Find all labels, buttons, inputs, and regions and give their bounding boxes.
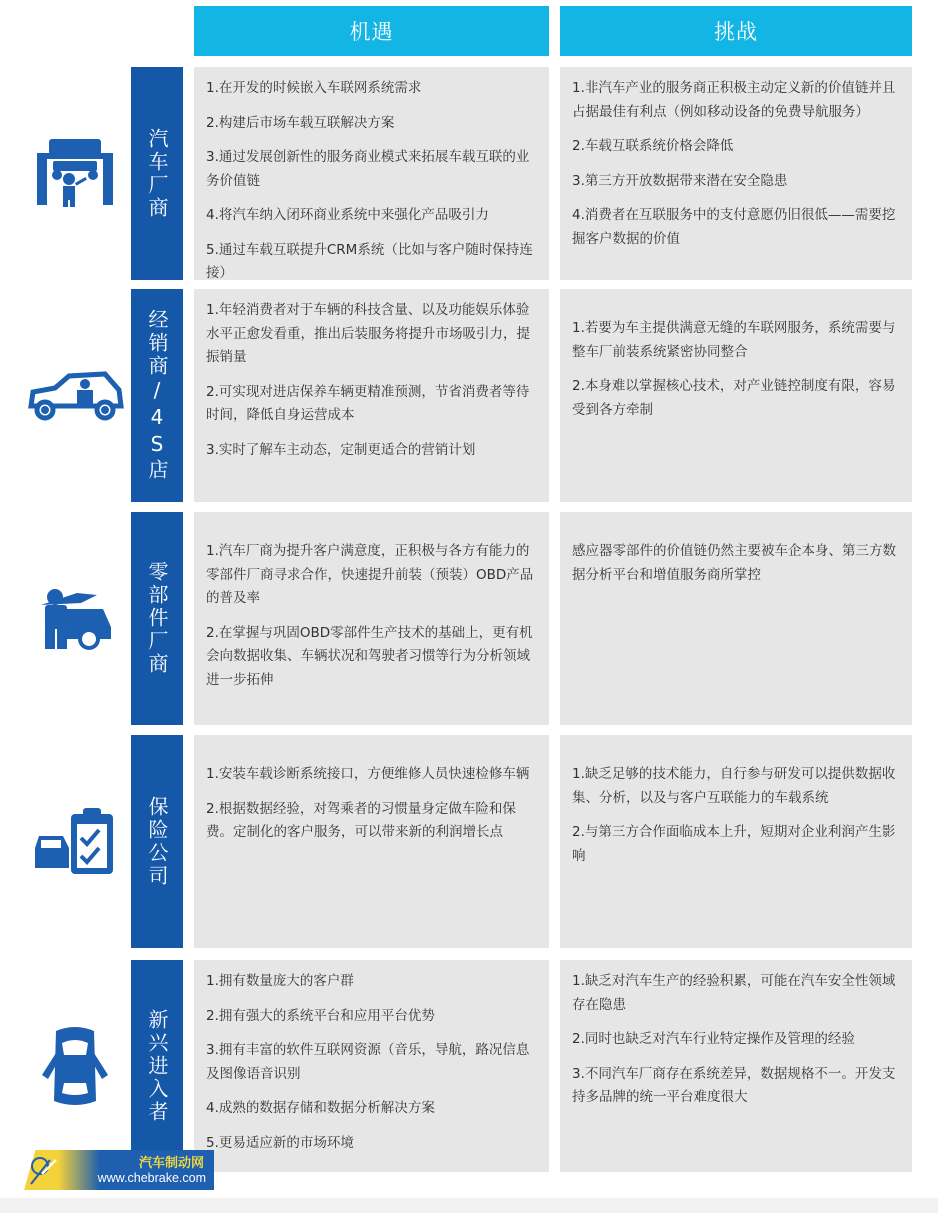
row-label-text: 新兴进入者 — [145, 1008, 169, 1124]
challenge-item: 2.同时也缺乏对汽车行业特定操作及管理的经验 — [572, 1031, 855, 1047]
opportunity-item: 3.拥有丰富的软件互联网资源（音乐，导航，路况信息及图像语音识别 — [206, 1042, 530, 1082]
opportunity-item: 2.构建后市场车载互联解决方案 — [206, 114, 395, 131]
car-driver-icon — [22, 289, 128, 502]
opportunity-item: 5.通过车载互联提升CRM系统（比如与客户随时保持连接） — [206, 241, 533, 281]
challenge-item: 3.不同汽车厂商存在系统差异，数据规格不一。开发支持多品牌的统一平台难度很大 — [572, 1065, 896, 1105]
row-label-text: 经销商/4S店 — [145, 309, 169, 482]
opportunity-item: 2.根据数据经验，对驾乘者的习惯量身定做车险和保费。定制化的客户服务，可以带来新的利润增长点 — [206, 800, 516, 840]
challenge-item: 2.车载互联系统价格会降低 — [572, 138, 734, 154]
challenge-item: 感应器零部件的价值链仍然主要被车企本身、第三方数据分析平台和增值服务商所掌控 — [572, 543, 896, 583]
challenge-item: 1.若要为车主提供满意无缝的车联网服务，系统需要与整车厂前装系统紧密协同整合 — [572, 320, 896, 360]
opportunity-cell — [194, 289, 549, 502]
opportunity-item: 4.成熟的数据存储和数据分析解决方案 — [206, 1100, 435, 1116]
bottom-band — [0, 1198, 938, 1213]
challenge-cell — [560, 512, 912, 725]
row-label — [131, 960, 183, 1172]
opportunity-item: 1.汽车厂商为提升客户满意度，正积极与各方有能力的零部件厂商寻求合作，快速提升前装（预装）OBD产品的普及率 — [206, 543, 534, 606]
opportunity-cell — [194, 960, 549, 1172]
opportunity-header: 机遇 — [194, 6, 549, 56]
row-label — [131, 512, 183, 725]
opportunity-item: 5.更易适应新的市场环境 — [206, 1134, 354, 1151]
row-label — [131, 735, 183, 948]
challenge-item: 2.与第三方合作面临成本上升，短期对企业利润产生影响 — [572, 824, 896, 864]
opportunity-item: 2.可实现对进店保养车辆更精准预测，节省消费者等待时间，降低自身运营成本 — [206, 383, 530, 423]
opportunity-item: 3.通过发展创新性的服务商业模式来拓展车载互联的业务价值链 — [206, 149, 530, 189]
opportunity-item: 3.实时了解车主动态，定制更适合的营销计划 — [206, 441, 476, 458]
challenge-item: 3.第三方开放数据带来潜在安全隐患 — [572, 172, 788, 189]
challenge-header: 挑战 — [560, 6, 912, 56]
opportunity-item: 2.在掌握与巩固OBD零部件生产技术的基础上，更有机会向数据收集、车辆状况和驾驶者习惯等行为分析领域进一步拓伸 — [206, 624, 533, 688]
challenge-item: 1.缺乏足够的技术能力，自行参与研发可以提供数据收集、分析，以及与客户互联能力的车载系统 — [572, 766, 896, 806]
car-repair-icon — [22, 512, 128, 725]
row-label-text: 零部件厂商 — [145, 561, 169, 676]
row-label — [131, 289, 183, 502]
car-top-view-icon — [22, 960, 128, 1172]
opportunity-item: 2.拥有强大的系统平台和应用平台优势 — [206, 1007, 435, 1024]
row-label-text: 保险公司 — [145, 795, 169, 888]
challenge-cell — [560, 960, 912, 1172]
opportunity-item: 4.将汽车纳入闭环商业系统中来强化产品吸引力 — [206, 207, 489, 223]
watermark-logo — [24, 1150, 214, 1190]
opportunity-cell — [194, 735, 549, 948]
lift-mechanic-icon — [22, 67, 128, 280]
opportunity-item: 1.拥有数量庞大的客户群 — [206, 973, 354, 989]
opportunity-item: 1.在开发的时候嵌入车联网系统需求 — [206, 80, 422, 96]
challenge-cell — [560, 735, 912, 948]
opportunity-cell — [194, 512, 549, 725]
challenge-item: 1.非汽车产业的服务商正积极主动定义新的价值链并且占据最佳有利点（例如移动设备的免费导航服务） — [572, 80, 896, 120]
challenge-item: 2.本身难以掌握核心技术，对产业链控制度有限，容易受到各方牵制 — [572, 378, 896, 418]
challenge-cell — [560, 289, 912, 502]
opportunity-item: 1.年轻消费者对于车辆的科技含量、以及功能娱乐体验水平正愈发看重，推出后装服务将提升市场吸引力，提振销量 — [206, 302, 530, 365]
watermark-url: www.chebrake.com — [97, 1171, 206, 1185]
opportunity-cell — [194, 67, 549, 280]
row-label-text: 汽车厂商 — [145, 127, 169, 220]
row-label — [131, 67, 183, 280]
opportunity-item: 1.安装车载诊断系统接口，方便维修人员快速检修车辆 — [206, 766, 530, 782]
car-insurance-clipboard-icon — [22, 735, 128, 948]
challenge-cell — [560, 67, 912, 280]
watermark-name: 汽车制动网 — [138, 1156, 204, 1171]
challenge-item: 1.缺乏对汽车生产的经验积累，可能在汽车安全性领域存在隐患 — [572, 973, 896, 1013]
challenge-item: 4.消费者在互联服务中的支付意愿仍旧很低——需要挖掘客户数据的价值 — [572, 207, 896, 247]
